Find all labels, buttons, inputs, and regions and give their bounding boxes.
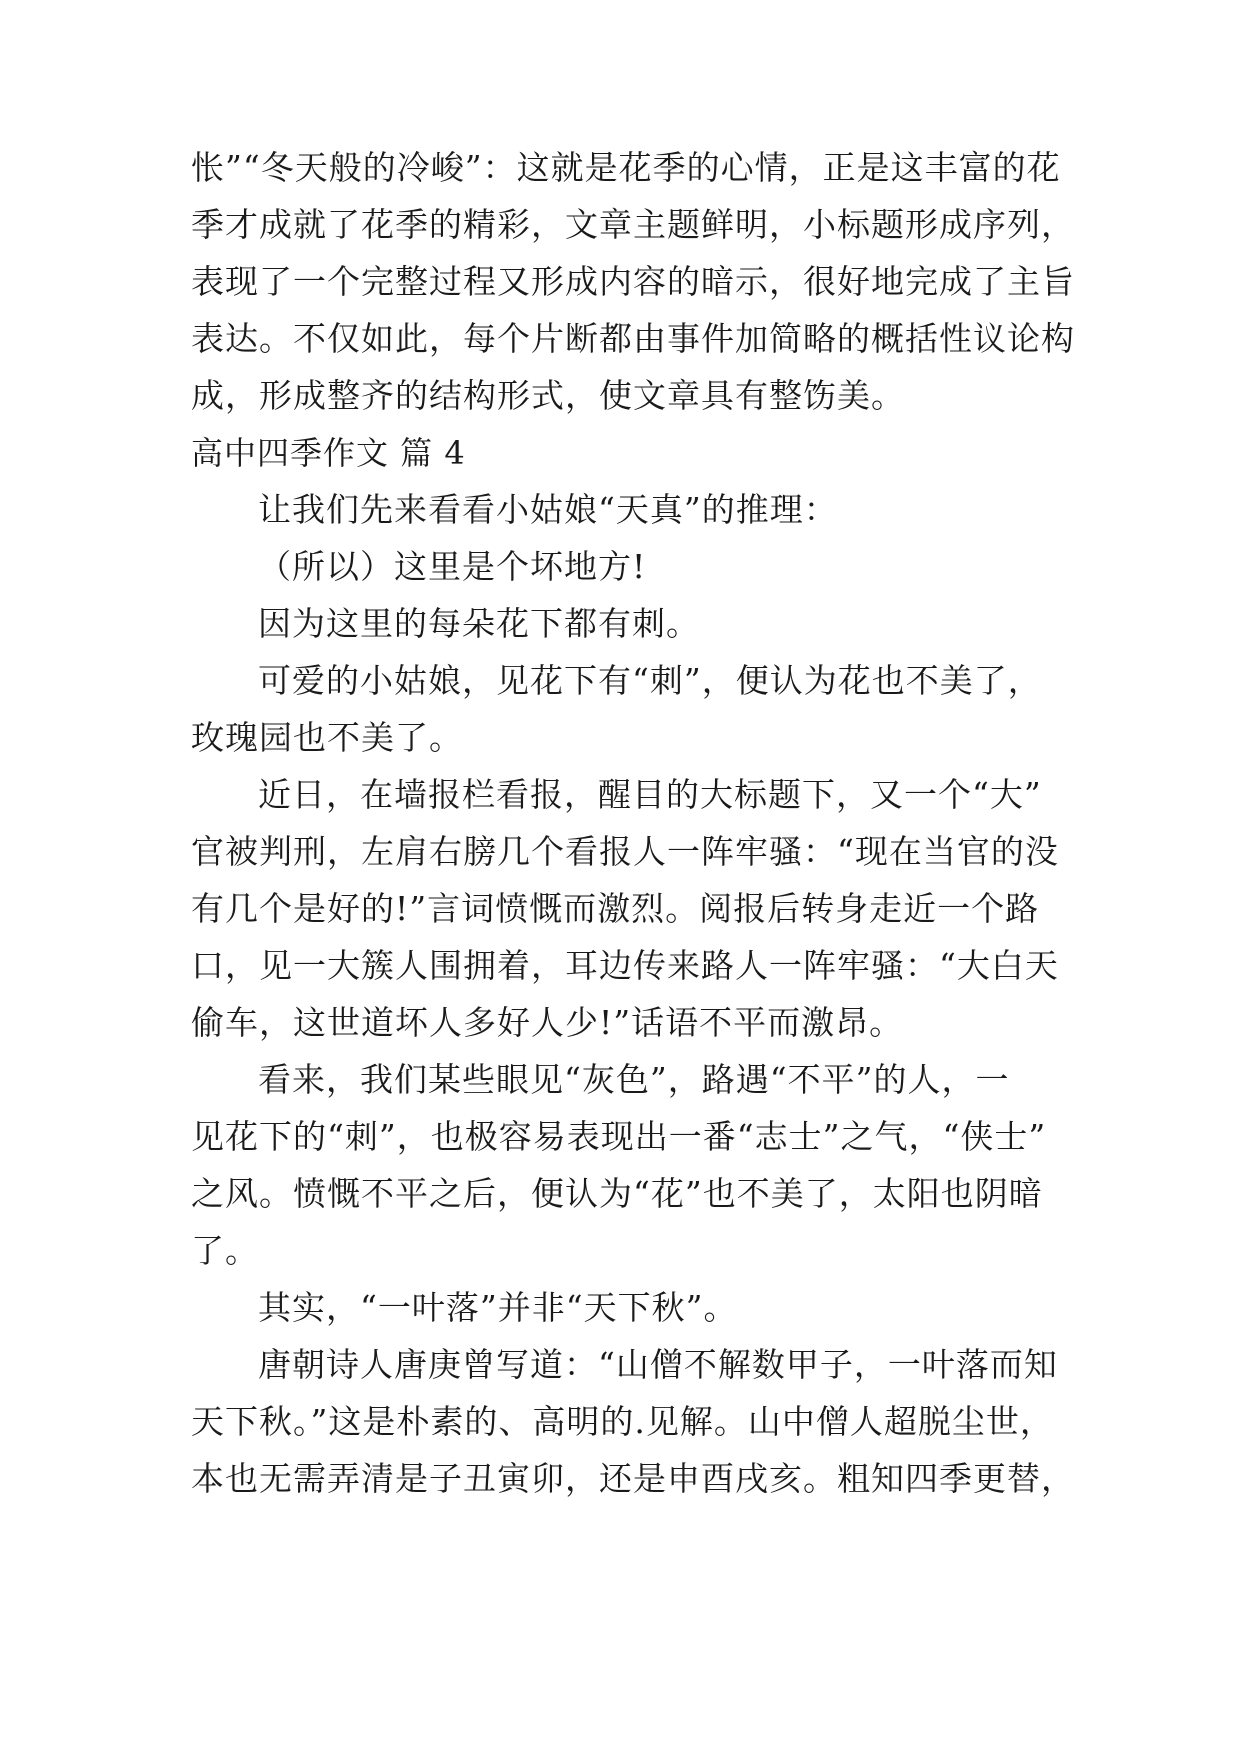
text-line: 官被判刑，左肩右膀几个看报人一阵牢骚：“现在当官的没 bbox=[191, 832, 1059, 871]
text-line: 让我们先来看看小姑娘“天真”的推理： bbox=[258, 490, 838, 529]
text-line: 见花下的“刺”，也极容易表现出一番“志士”之气，“侠士” bbox=[191, 1117, 1047, 1156]
text-line: 偷车，这世道坏人多好人少!”话语不平而激昂。 bbox=[191, 1003, 904, 1042]
text-line: （所以）这里是个坏地方! bbox=[258, 547, 647, 586]
text-line: 因为这里的每朵花下都有刺。 bbox=[258, 604, 700, 643]
text-line: 天下秋。”这是朴素的、高明的.见解。山中僧人超脱尘世， bbox=[191, 1402, 1054, 1441]
text-line: 有几个是好的!”言词愤慨而激烈。阅报后转身走近一个路 bbox=[191, 889, 1040, 928]
text-line: 表现了一个完整过程又形成内容的暗示，很好地完成了主旨 bbox=[191, 262, 1075, 301]
text-line: 近日，在墙报栏看报，醒目的大标题下，又一个“大” bbox=[258, 775, 1042, 814]
text-line: 看来，我们某些眼见“灰色”，路遇“不平”的人，一 bbox=[258, 1060, 1010, 1099]
text-line: 本也无需弄清是子丑寅卯，还是申酉戌亥。粗知四季更替， bbox=[191, 1459, 1075, 1498]
text-line: 怅”“冬天般的冷峻”：这就是花季的心情，正是这丰富的花 bbox=[191, 148, 1061, 187]
text-line: 之风。愤慨不平之后，便认为“花”也不美了，太阳也阴暗 bbox=[191, 1174, 1043, 1213]
text-line: 口，见一大簇人围拥着，耳边传来路人一阵牢骚：“大白天 bbox=[191, 946, 1059, 985]
text-line: 唐朝诗人唐庚曾写道：“山僧不解数甲子，一叶落而知 bbox=[258, 1345, 1058, 1384]
text-line: 表达。不仅如此，每个片断都由事件加简略的概括性议论构 bbox=[191, 319, 1075, 358]
text-line: 玫瑰园也不美了。 bbox=[191, 718, 463, 757]
section-title: 高中四季作文 篇 4 bbox=[191, 434, 466, 472]
text-line: 其实，“一叶落”并非“天下秋”。 bbox=[258, 1288, 738, 1327]
text-line: 可爱的小姑娘，见花下有“刺”，便认为花也不美了， bbox=[258, 661, 1042, 700]
text-line: 成，形成整齐的结构形式，使文章具有整饬美。 bbox=[191, 376, 905, 415]
text-line: 了。 bbox=[191, 1231, 259, 1270]
text-line: 季才成就了花季的精彩，文章主题鲜明，小标题形成序列， bbox=[191, 205, 1075, 244]
